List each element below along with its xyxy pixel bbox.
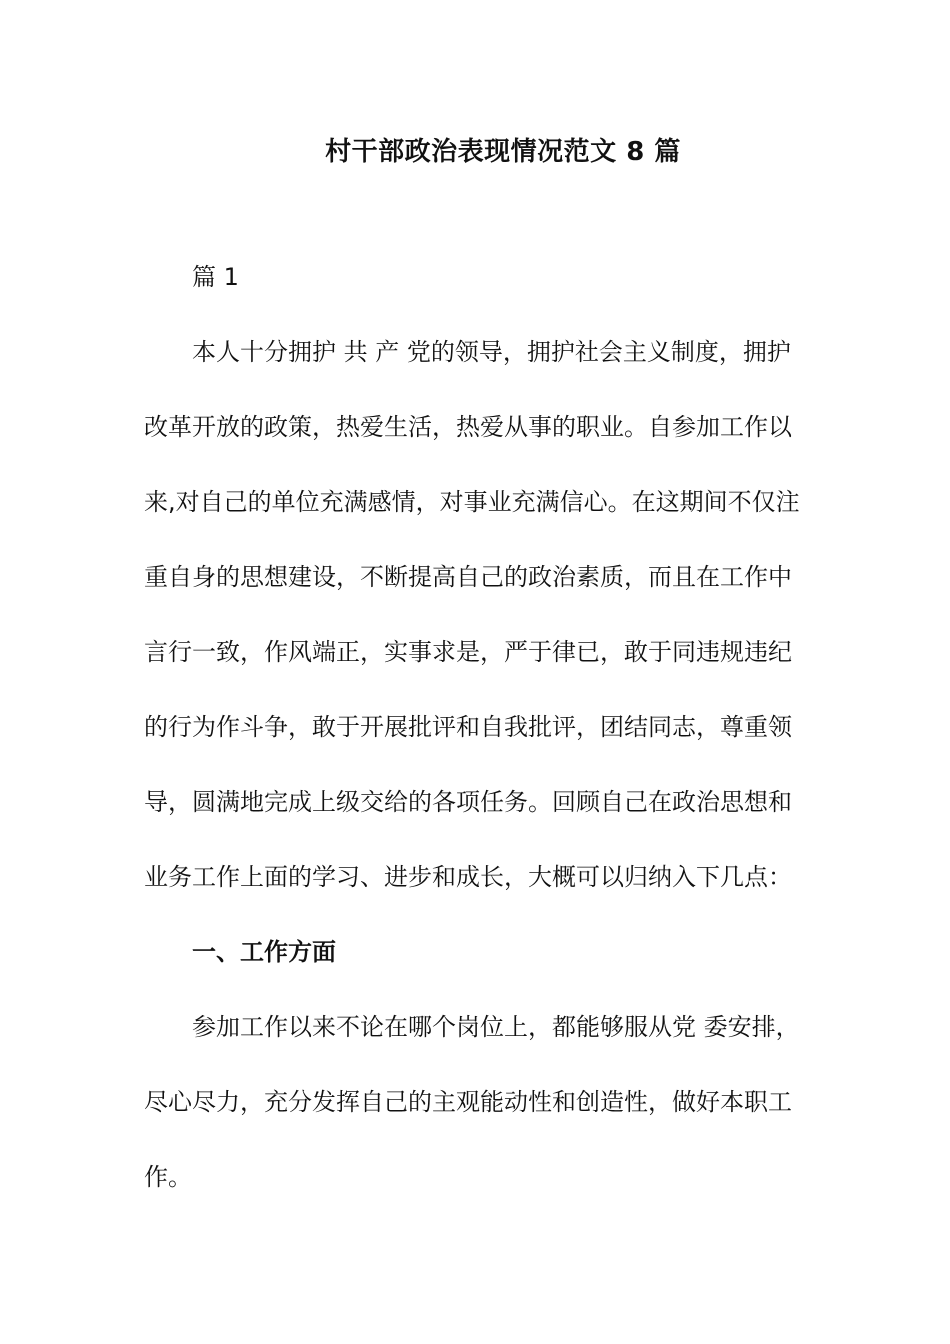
paragraph-line: 尽心尽力，充分发挥自己的主观能动性和创造性，做好本职工 — [144, 1088, 792, 1116]
section-label: 篇 1 — [192, 263, 239, 291]
paragraph-line: 重自身的思想建设，不断提高自己的政治素质，而且在工作中 — [144, 563, 792, 591]
paragraph-line: 的行为作斗争，敢于开展批评和自我批评，团结同志，尊重领 — [144, 713, 792, 741]
paragraph-line: 来,对自己的单位充满感情，对事业充满信心。在这期间不仅注 — [144, 488, 800, 516]
section-heading: 一、工作方面 — [192, 938, 336, 966]
paragraph-line: 作。 — [144, 1163, 192, 1191]
paragraph-line: 本人十分拥护 共 产 党的领导，拥护社会主义制度，拥护 — [192, 338, 791, 366]
paragraph-line: 业务工作上面的学习、进步和成长，大概可以归纳入下几点： — [144, 863, 792, 891]
document-title: 村干部政治表现情况范文 8 篇 — [325, 137, 681, 167]
paragraph-line: 改革开放的政策，热爱生活，热爱从事的职业。自参加工作以 — [144, 413, 792, 441]
paragraph-line: 导，圆满地完成上级交给的各项任务。回顾自己在政治思想和 — [144, 788, 792, 816]
paragraph-line: 参加工作以来不论在哪个岗位上，都能够服从党 委安排， — [192, 1013, 800, 1041]
paragraph-line: 言行一致，作风端正，实事求是，严于律已，敢于同违规违纪 — [144, 638, 792, 666]
